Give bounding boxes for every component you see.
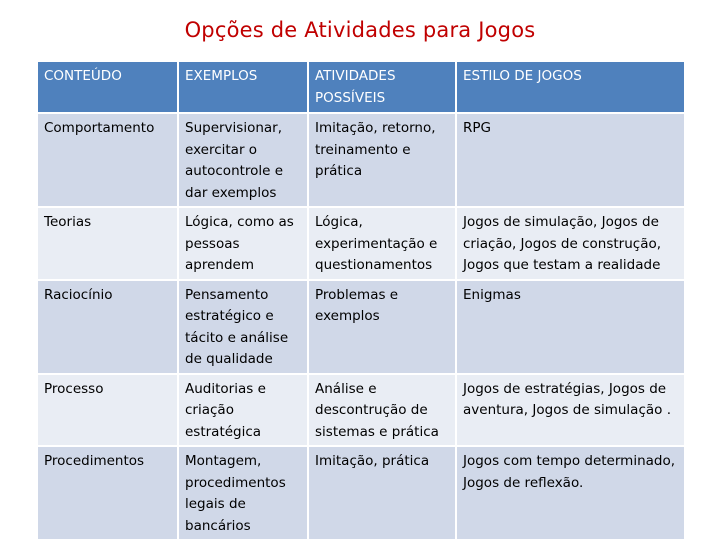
cell-conteudo: Procedimentos (37, 446, 178, 540)
cell-conteudo: Processo (37, 374, 178, 447)
column-header-atividades: ATIVIDADES POSSÍVEIS (308, 61, 456, 113)
cell-exemplos: Pensamento estratégico e tácito e análise de qualidade (178, 280, 308, 374)
cell-estilo: Jogos de simulação, Jogos de criação, Jogos de construção, Jogos que testam a realidade (456, 207, 685, 280)
table-row (37, 374, 685, 447)
cell-atividades: Lógica, experimentação e questionamentos (308, 207, 456, 280)
table-header-row (37, 61, 685, 113)
column-header-exemplos: EXEMPLOS (178, 61, 308, 113)
activities-table (36, 60, 686, 541)
cell-exemplos: Montagem, procedimentos legais de bancários (178, 446, 308, 540)
cell-estilo: RPG (456, 113, 685, 207)
cell-atividades: Imitação, prática (308, 446, 456, 540)
cell-atividades: Análise e descontrução de sistemas e prática (308, 374, 456, 447)
cell-estilo: Enigmas (456, 280, 685, 374)
table-row (37, 113, 685, 207)
cell-atividades: Imitação, retorno, treinamento e prática (308, 113, 456, 207)
column-header-conteudo: CONTEÚDO (37, 61, 178, 113)
cell-exemplos: Lógica, como as pessoas aprendem (178, 207, 308, 280)
cell-exemplos: Auditorias e criação estratégica (178, 374, 308, 447)
cell-estilo: Jogos de estratégias, Jogos de aventura, Jogos de simulação . (456, 374, 685, 447)
cell-conteudo: Comportamento (37, 113, 178, 207)
page-title: Opções de Atividades para Jogos (184, 18, 536, 42)
table-row (37, 446, 685, 540)
table-row (37, 280, 685, 374)
table-row (37, 207, 685, 280)
cell-exemplos: Supervisionar, exercitar o autocontrole e dar exemplos (178, 113, 308, 207)
cell-atividades: Problemas e exemplos (308, 280, 456, 374)
cell-conteudo: Teorias (37, 207, 178, 280)
cell-estilo: Jogos com tempo determinado, Jogos de reflexão. (456, 446, 685, 540)
column-header-estilo: ESTILO DE JOGOS (456, 61, 685, 113)
cell-conteudo: Raciocínio (37, 280, 178, 374)
